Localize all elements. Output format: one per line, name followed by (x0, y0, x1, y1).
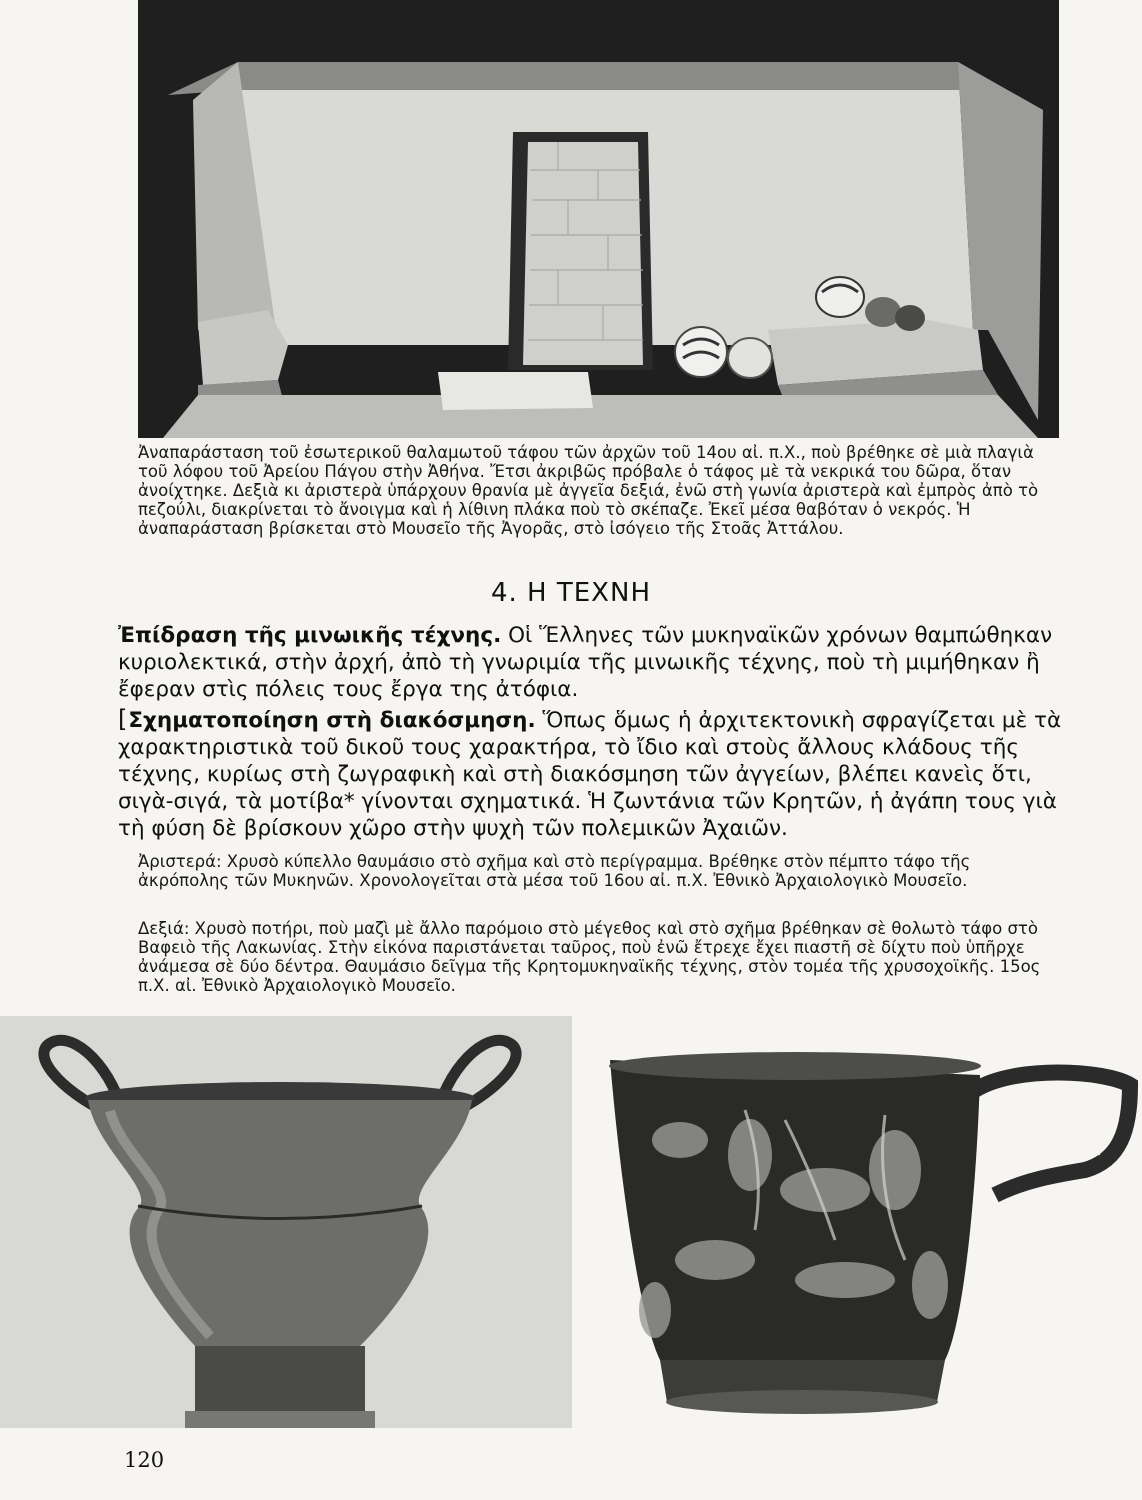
left-cup-caption: Ἀριστερά: Χρυσὸ κύπελλο θαυμάσιο στὸ σχῆμα καὶ στὸ περίγραμμα. Βρέθηκε στὸν πέμπτο τάφο τῆς ἀκρόπολης τῶν Μυκηνῶν. Χρονολογεῖται στὰ μέσα τοῦ 16ου αἰ. π.Χ. Ἐθνικὸ Ἀρχαιολογικὸ Μουσεῖο. (138, 852, 971, 890)
right-cup-caption: Δεξιά: Χρυσὸ ποτήρι, ποὺ μαζὶ μὲ ἄλλο παρόμοιο στὸ μέγεθος καὶ στὸ σχῆμα βρέθηκαν σὲ θολωτὸ τάφο στὸ Βαφειὸ τῆς Λακωνίας. Στὴν εἰκόνα παριστάνεται ταῦρος, ποὺ ἐνῶ ἔτρεχε ἔχει πιαστῆ σὲ δίχτυ ποὺ ὑπῆρχε ἀνάμεσα σὲ δύο δέντρα. Θαυμάσιο δεῖγμα τῆς Κρητομυκηναϊκῆς τέχνης, στὸν τομέα τῆς χρυσοχοϊκῆς. 15ος π.Χ. αἰ. Ἐθνικὸ Ἀρχαιολογικὸ Μουσεῖο. (138, 919, 1041, 995)
paragraph-text: Οἱ Ἕλληνες τῶν μυκηναϊκῶν χρόνων θαμπώθηκαν κυριολεκτικά, στὴν ἀρχή, ἀπὸ τὴ γνωριμία τῆς μινωικῆς τέχνης, ποὺ τὴ μιμήθηκαν ἢ ἔφεραν στὶς πόλεις τους ἔργα της ἀτόφια. (118, 623, 1053, 702)
vapheio-cup-photo (585, 1030, 1142, 1428)
paragraph-schematization (118, 706, 1063, 842)
tomb-reconstruction-photo (138, 0, 1059, 438)
page-number: 120 (124, 1448, 165, 1472)
tomb-photo-caption: Ἀναπαράσταση τοῦ ἐσωτερικοῦ θαλαμωτοῦ τάφου τῶν ἀρχῶν τοῦ 14ου αἰ. π.Χ., ποὺ βρέθηκε σὲ μιὰ πλαγιὰ τοῦ λόφου τοῦ Ἀρείου Πάγου στὴν Ἀθήνα. Ἔτσι ἀκριβῶς πρόβαλε ὁ τάφος μὲ τὰ νεκρικά του δῶρα, ὅταν ἀνοίχτηκε. Δεξιὰ κι ἀριστερὰ ὑπάρχουν θρανία μὲ ἀγγεῖα δεξιά, ἐνῶ στὴ γωνία ἀριστερὰ καὶ ἐμπρὸς ἀπὸ τὸ πεζούλι, διακρίνεται τὸ ἄνοιγμα καὶ ἡ λίθινη πλάκα ποὺ τὸ σκέπαζε. Ἐκεῖ μέσα θαβόταν ὁ νεκρός. Ἡ ἀναπαράσταση βρίσκεται στὸ Μουσεῖο τῆς Ἀγορᾶς, στὸ ἰσόγειο τῆς Στοᾶς Ἀττάλου. (138, 443, 1039, 538)
paragraph-lead: Σχηματοποίηση στὴ διακόσμηση. (128, 708, 536, 733)
paragraph-text: Ὅπως ὅμως ἡ ἀρχιτεκτονικὴ σφραγίζεται μὲ τὰ χαρακτηριστικὰ τοῦ δικοῦ τους χαρακτήρα, τὸ ἴδιο καὶ στοὺς ἄλλους κλάδους τῆς τέχνης, κυρίως στὴ ζωγραφικὴ καὶ στὴ διακόσμηση τῶν ἀγγείων, βλέπει κανεὶς ὅτι, σιγὰ-σιγά, τὰ μοτίβα* γίνονται σχηματικά. Ἡ ζωντάνια τῶν Κρητῶν, ἡ ἀγάπη τους γιὰ τὴ φύση δὲ βρίσκουν χῶρο στὴν ψυχὴ τῶν πολεμικῶν Ἀχαιῶν. (118, 708, 1062, 841)
paragraph-minoan-influence (118, 622, 1063, 703)
gold-kantharos-photo (0, 1016, 572, 1428)
paragraph-lead: Ἐπίδραση τῆς μινωικῆς τέχνης. (118, 623, 502, 648)
section-heading: 4. Η ΤΕΧΝΗ (490, 578, 651, 608)
margin-bracket: [ (118, 705, 128, 733)
